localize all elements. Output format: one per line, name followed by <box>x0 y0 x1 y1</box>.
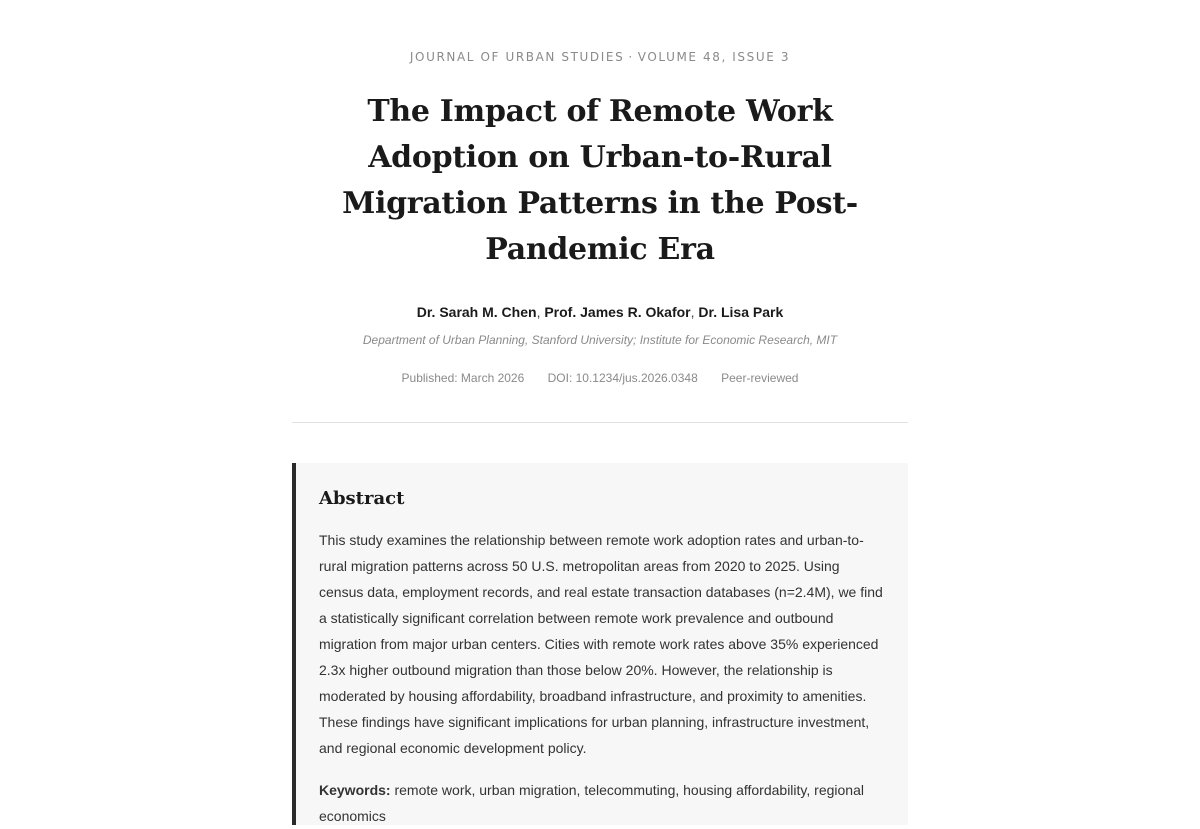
article-page <box>292 0 908 825</box>
journal-separator: · <box>628 50 634 64</box>
affiliation: Department of Urban Planning, Stanford University; Institute for Economic Research, MIT <box>362 333 838 347</box>
volume-issue: VOLUME 48, ISSUE 3 <box>637 50 791 64</box>
abstract-text: This study examines the relationship between remote work adoption rates and urban-to-rural migration patterns across 50 U.S. metropolitan areas from 2020 to 2025. Using census data, employment records, and real estate transaction databases (n=2.4M), we find a statistically significant correlation between remote work prevalence and outbound migration from major urban centers. Cities with remote work rates above 35% experienced 2.3x higher outbound migration than those below 20%. However, the relationship is moderated by housing affordability, broadband infrastructure, and proximity to amenities. These findings have significant implications for urban planning, infrastructure investment, and regional economic development policy. <box>319 532 883 756</box>
keywords-label: Keywords: <box>319 782 391 798</box>
doi[interactable]: DOI: 10.1234/jus.2026.0348 <box>547 371 698 385</box>
author-list <box>292 302 908 322</box>
header-divider <box>292 422 908 423</box>
article-title: The Impact of Remote Work Adoption on Urban-to-Rural Migration Patterns in the Post-Pandemic Era <box>342 94 858 267</box>
author-name: Prof. James R. Okafor <box>544 304 691 320</box>
author-separator: , <box>536 304 541 320</box>
published-date: Published: March 2026 <box>401 371 525 385</box>
article-meta <box>292 370 908 386</box>
journal-name: JOURNAL OF URBAN STUDIES <box>409 50 625 64</box>
review-status: Peer-reviewed <box>721 371 799 385</box>
author-name: Dr. Sarah M. Chen <box>416 304 537 320</box>
abstract-heading: Abstract <box>319 488 405 509</box>
keywords-list: remote work, urban migration, telecommuting, housing affordability, regional economics <box>319 782 864 824</box>
keywords <box>319 777 884 829</box>
journal-header <box>292 49 908 65</box>
author-separator: , <box>690 304 695 320</box>
author-name: Dr. Lisa Park <box>698 304 784 320</box>
abstract-section <box>292 463 908 825</box>
